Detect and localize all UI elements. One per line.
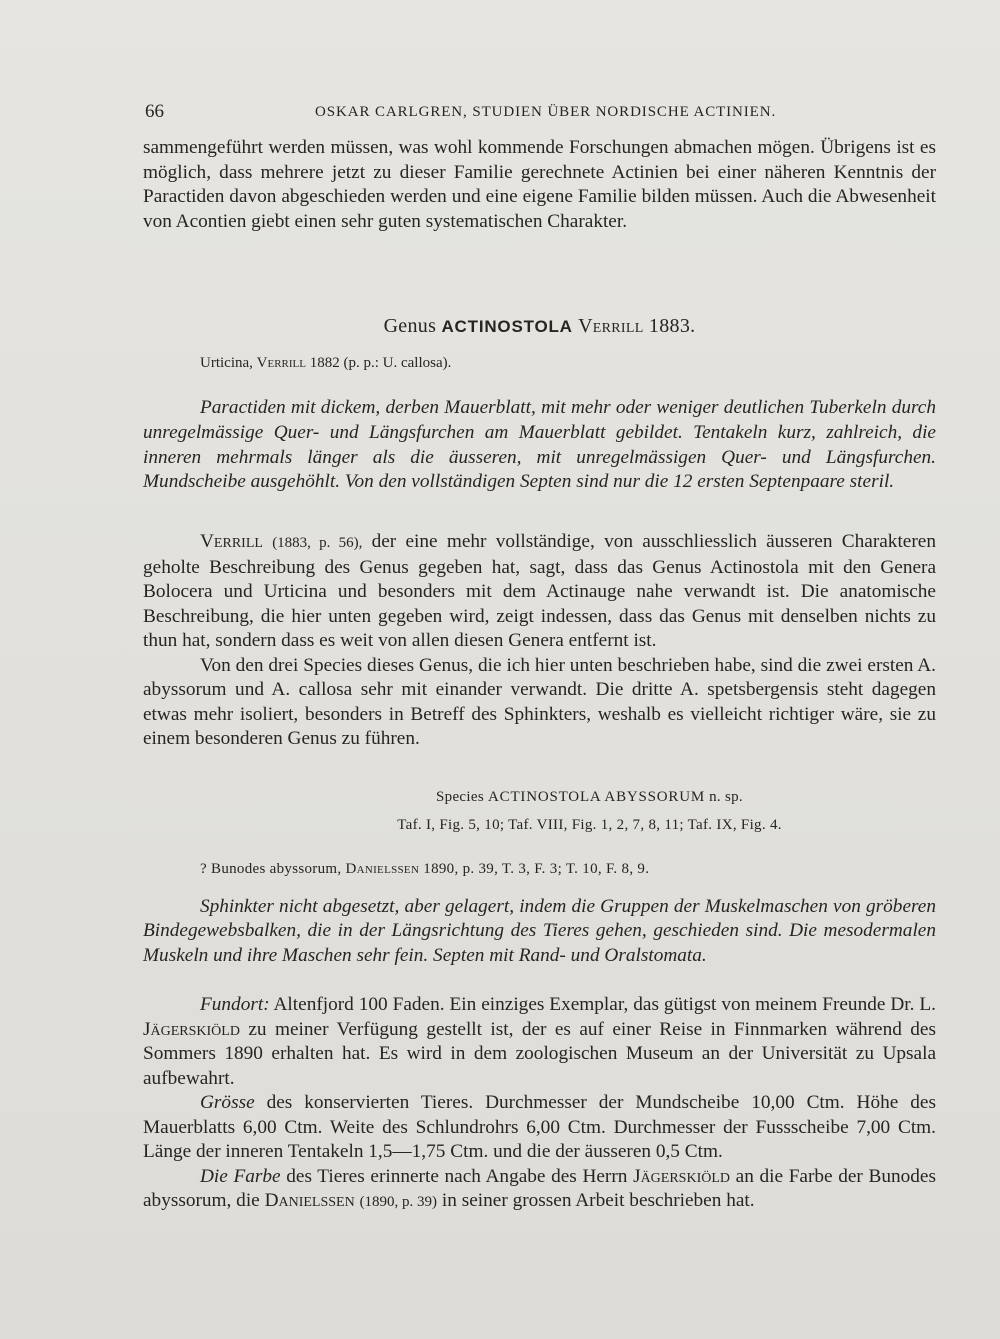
species-name: ACTINOSTOLA ABYSSORUM: [488, 788, 705, 805]
genus-name: ACTINOSTOLA: [441, 317, 573, 336]
verrill-citation: (1883, p. 56),: [272, 535, 363, 552]
running-title: OSKAR CARLGREN, STUDIEN ÜBER NORDISCHE ACTINIEN.: [315, 104, 777, 120]
species-synonym: [200, 859, 936, 879]
fundort-label: Fundort:: [200, 994, 270, 1016]
fundort-text-1: Altenfjord 100 Faden. Ein einziges Exemplar, das gütigst von meinem Freunde Dr. L.: [273, 994, 936, 1016]
farbe-label: Die Farbe: [200, 1165, 281, 1187]
paragraph-species: Von den drei Species dieses Genus, die ich hier unten beschrieben habe, sind die zwei ersten A. abyssorum und A. callosa sehr mit einander verwandt. Die dritte A. spetsbergensis steht dagegen etwas mehr isoliert, besonders in Betreff des Sphinkters, weshalb es vielleicht richtiger wäre, sie zu einem besonderen Genus zu führen.: [143, 654, 936, 750]
paragraph-groesse: [143, 1091, 936, 1165]
farbe-text-1: des Tieres erinnerte nach Angabe des Herrn: [286, 1165, 628, 1187]
farbe-person: Jägerskiöld: [633, 1165, 731, 1187]
genus-diagnosis: Paractiden mit dickem, derben Mauerblatt, mit mehr oder weniger deutlichen Tuberkeln durch unregelmässige Quer- und Längsfurchen am Mauerblatt gebildet. Tentakeln kurz, zahlreich, die inneren mehrmals länger als die äusseren, mit unregelmässigen Quer- und Längsfurchen. Mundscheibe ausgehöhlt. Von den vollständigen Septen sind nur die 12 ersten Septenpaare steril.: [143, 397, 936, 493]
genus-synonym: [200, 353, 936, 373]
species-prefix: Species: [436, 788, 484, 805]
verrill-text: der eine mehr vollständige, von ausschliesslich äusseren Charakteren geholte Beschreibung des Genus gegeben hat, sagt, dass das Genus Actinostola mit den Genera Bolocera und Urticina und besonders mit dem Actinauge nahe verwandt ist. Die anatomische Beschreibung, die hier unten gegeben wird, zeigt indessen, dass das Genus mit denselben nichts zu thun hat, sondern dass es weit von allen diesen Genera entfernt ist.: [143, 531, 936, 652]
paragraph-verrill: [143, 530, 936, 654]
fundort-person: Jägerskiöld: [143, 1018, 240, 1040]
farbe-text-3: in seiner grossen Arbeit beschrieben hat.: [441, 1190, 755, 1212]
groesse-text: des konservierten Tieres. Durchmesser der Mundscheibe 10,00 Ctm. Höhe des Mauerblatts 6,00 Ctm. Weite des Schlundrohrs 6,00 Ctm. Durchmesser der Fussscheibe 7,00 Ctm. Länge der inneren Tentakeln 1,5—1,75 Ctm. und die der äusseren 0,5 Ctm.: [143, 1092, 936, 1163]
plate-references: Taf. I, Fig. 5, 10; Taf. VIII, Fig. 1, 2, 7, 8, 11; Taf. IX, Fig. 4.: [397, 816, 782, 833]
genus-heading: [143, 314, 936, 339]
genus-author: Verrill: [578, 315, 644, 337]
paragraph-intro: sammengeführt werden müssen, was wohl kommende Forschungen abmachen mögen. Übrigens ist es möglich, dass mehrere jetzt zu dieser Familie gerechnete Actinien bei einer näheren Kenntnis der Paractiden davon abgeschieden werden und eine eigene Familie bilden müssen. Auch die Abwesenheit von Acontien giebt einen sehr guten systematischen Charakter.: [143, 137, 936, 232]
synonym-author: Verrill: [256, 355, 306, 371]
paragraph-farbe: [143, 1165, 936, 1215]
species-diagnosis: Sphinkter nicht abgesetzt, aber gelagert, indem die Gruppen der Muskelmaschen von gröberen Bindegewebsbalken, die in der Längsrichtung des Tieres gehen, geschieden sind. Die mesodermalen Muskeln und ihre Maschen sehr fein. Septen mit Rand- und Oralstomata.: [143, 895, 936, 967]
genus-prefix: Genus: [383, 315, 437, 337]
synonym2-reference: 1890, p. 39, T. 3, F. 3; T. 10, F. 8, 9.: [423, 860, 650, 877]
species-heading: [243, 787, 936, 807]
page-number: 66: [145, 101, 164, 122]
groesse-label: Grösse: [200, 1092, 255, 1114]
species-suffix: n. sp.: [709, 788, 743, 805]
farbe-citation: (1890, p. 39): [359, 1194, 438, 1211]
synonym2-author: Danielssen: [345, 860, 420, 877]
farbe-text-2: an die Farbe der Bunodes abyssorum, die: [143, 1165, 936, 1212]
paragraph-fundort: [143, 993, 936, 1091]
running-header: [145, 101, 935, 127]
synonym2-genus: ? Bunodes abyssorum,: [200, 860, 342, 877]
synonym-reference: 1882 (p. p.: U. callosa).: [309, 355, 452, 371]
genus-year: 1883.: [648, 315, 696, 337]
synonym-genus: Urticina,: [200, 355, 253, 371]
page-body: [143, 136, 936, 1215]
verrill-author: Verrill: [200, 531, 263, 553]
farbe-author: Danielssen: [264, 1190, 355, 1212]
fundort-text-2: zu meiner Verfügung gestellt ist, der es auf einer Reise in Finnmarken während des Sommers 1890 erhalten hat. Es wird in dem zoologischen Museum an der Universität zu Upsala aufbewahrt.: [143, 1018, 936, 1089]
